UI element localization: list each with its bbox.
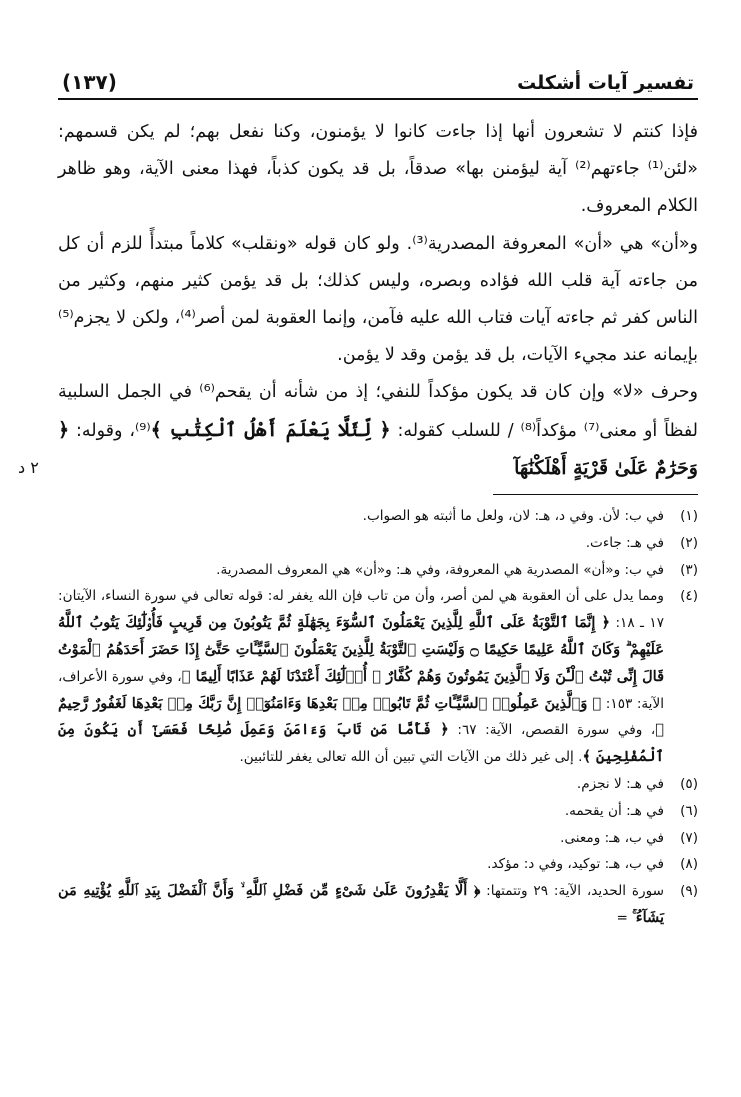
footnote-item xyxy=(58,825,698,852)
paragraph-2: و«أن» هي «أن» المعروفة المصدرية⁽³⁾. ولو كان قوله «ونقلب» كلاماً مبتدأً للزم أن كل من جاءته آية قلب الله فؤاده وبصره، وليس كذلك؛ بل قد يؤمن كثير منهم، وكثير من الناس كفر ثم جاءته آيات فتاب الله عليه فآمن، وإنما العقوبة لمن أصر⁽⁴⁾، ولكن لا يجزم⁽⁵⁾ بإيمانه عند مجيء الآيات، بل قد يؤمن وقد لا يؤمن. xyxy=(58,233,698,366)
footnote-separator xyxy=(493,494,698,495)
footnote-text: في هـ: أن يقحمه. xyxy=(564,802,664,819)
footnote-number: (٢) xyxy=(680,534,698,551)
quran-verse: ﴿ إِنَّمَا ٱلتَّوْبَةُ عَلَى ٱللَّهِ لِلَّذِينَ يَعْمَلُونَ ٱلسُّوٓءَ بِجَهَٰلَةٍ ثُمَّ يَتُوبُونَ مِن قَرِيبٍ فَأُو۟لَٰٓئِكَ يَتُوبُ ٱللَّهُ عَلَيْهِمْ ۗ وَكَانَ ٱللَّهُ عَلِيمًا حَكِيمًا ۝ وَلَيْسَتِ ٱلتَّوْبَةُ لِلَّذِينَ يَعْمَلُونَ ٱلسَّيِّـَٔاتِ حَتَّىٰٓ إِذَا حَضَرَ أَحَدَهُمُ ٱلْمَوْتُ قَالَ إِنِّى تُبْتُ ٱلْـَٰٔنَ وَلَا ٱلَّذِينَ يَمُوتُونَ وَهُمْ كُفَّارٌ ۚ أُو۟لَٰٓئِكَ أَعْتَدْنَا لَهُمْ عَذَابًا أَلِيمًا ﴾ xyxy=(58,614,664,685)
quran-verse: ﴿ لِّئَلَّا يَعْلَمَ أَهْلُ ٱلْكِتَٰبِ ﴾ xyxy=(150,418,391,441)
footnote-intro: ومما يدل على أن العقوبة هي لمن أصر، وأن من تاب فإن الله يغفر له: قوله تعالى في سورة النساء، الآيتان: ١٧ ـ ١٨: xyxy=(58,588,664,632)
footnote-text xyxy=(58,878,664,932)
main-text xyxy=(58,114,698,488)
footnote-number: (٤) xyxy=(680,588,698,605)
footnote-item xyxy=(58,583,698,771)
book-title: تفسير آيات أشكلت xyxy=(517,72,694,94)
footnote-item xyxy=(58,851,698,878)
quran-verse: ﴿ وَحَرَٰمٌ عَلَىٰ قَرْيَةٍ أَهْلَكْنَٰهَآ xyxy=(58,418,698,479)
footnote-text-part: سورة الحديد، الآية: ٢٩ وتتمتها: xyxy=(480,883,664,900)
footnote-item xyxy=(58,798,698,825)
paragraph-1: فإذا كنتم لا تشعرون أنها إذا جاءت كانوا لا يؤمنون، وكنا نفعل بهم؛ لم يكن قسمهم: «لئن⁽¹⁾ جاءتهم⁽²⁾ آية ليؤمنن بها» صدقاً، بل قد يكون كذباً، فهذا معنى الآية، وهو ظاهر الكلام المعروف. xyxy=(58,122,699,217)
footnote-number: (٣) xyxy=(680,561,698,578)
page-header xyxy=(58,62,698,100)
footnote-number: (٥) xyxy=(680,776,698,792)
footnote-item xyxy=(58,878,698,932)
footnote-item xyxy=(58,530,698,557)
footnote-number: (٩) xyxy=(680,883,698,900)
footnote-number: (٨) xyxy=(680,856,698,873)
quran-verse: ﴿ فَأَمَّا مَن تَابَ وَءَامَنَ وَعَمِلَ صَٰلِحًا فَعَسَىٰٓ أَن يَكُونَ مِنَ ٱلْمُفْلِحِينَ ﴾ xyxy=(58,721,664,766)
footnote-item xyxy=(58,557,698,584)
footnote-item xyxy=(58,503,698,530)
quran-verse: ﴿ وَٱلَّذِينَ عَمِلُوا۟ ٱلسَّيِّـَٔاتِ ثُمَّ تَابُوا۟ مِنۢ بَعْدِهَا وَءَامَنُوٓا۟ إِنَّ رَبَّكَ مِنۢ بَعْدِهَا لَغَفُورٌ رَّحِيمٌ ﴾ xyxy=(58,694,664,739)
continuation-mark: = xyxy=(616,909,633,926)
footnote-item xyxy=(58,771,698,798)
page-number: (١٣٧) xyxy=(62,70,117,94)
footnote-text: في ب: و«أن» المصدرية هي المعروفة، وفي هـ: و«أن» هي المعروف المصدرية. xyxy=(216,561,664,578)
paragraph-3 xyxy=(58,374,698,488)
footnotes xyxy=(58,503,698,932)
footnote-text: في ب، هـ: توكيد، وفي د: مؤكد. xyxy=(487,856,664,873)
footnote-number: (١) xyxy=(680,508,698,525)
paragraph-3-text: وحرف «لا» وإن كان قد يكون مؤكداً للنفي؛ إذ من شأنه أن يقحم⁽⁶⁾ في الجمل السلبية لفظاً أو معنى⁽⁷⁾ مؤكداً⁽⁸⁾ / للسلب كقوله: xyxy=(58,382,699,441)
margin-note: ٢ د xyxy=(18,458,39,477)
footnote-text: في ب: لأن. وفي د، هـ: لان، ولعل ما أثبته هو الصواب. xyxy=(362,508,664,525)
book-page xyxy=(58,62,698,1062)
footnote-text: في هـ: جاءت. xyxy=(585,534,664,551)
footnote-mid: ، وفي سورة الأعراف، الآية: ١٥٣: xyxy=(58,668,664,712)
footnote-text: في هـ: لا نجزم. xyxy=(576,776,664,792)
footnote-number: (٦) xyxy=(680,802,698,819)
footnote-outro: . إلى غير ذلك من الآيات التي تبين أن الله تعالى يغفر للتائبين. xyxy=(239,749,583,766)
footnote-ref: ⁽⁹⁾ xyxy=(134,420,151,441)
quran-verse: ﴿ أَلَّا يَقْدِرُونَ عَلَىٰ شَىْءٍ مِّن فَضْلِ ٱللَّهِ ۙ وَأَنَّ ٱلْفَضْلَ بِيَدِ ٱللَّهِ يُؤْتِيهِ مَن يَشَآءُ ۚ xyxy=(58,882,664,926)
footnote-mid: ، وفي سورة القصص، الآية: ٦٧: xyxy=(457,722,656,739)
footnote-text xyxy=(58,583,664,771)
paragraph-3-middle: ، وقوله: xyxy=(69,420,135,441)
footnote-number: (٧) xyxy=(680,829,698,846)
footnote-text: في ب، هـ: ومعنى. xyxy=(560,829,664,846)
